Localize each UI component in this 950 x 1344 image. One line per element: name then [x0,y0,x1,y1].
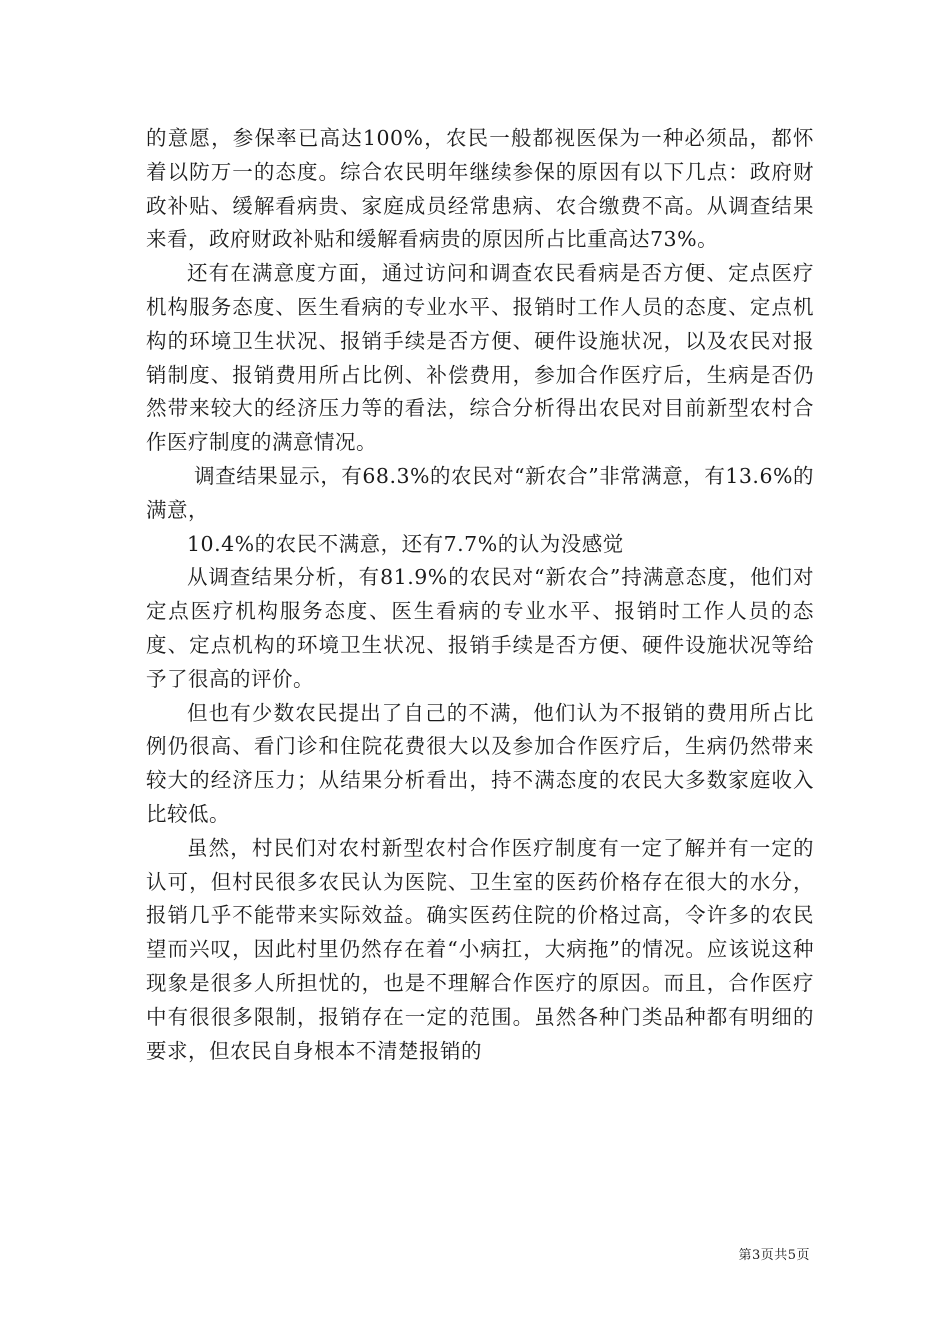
paragraph-price-concerns: 虽然，村民们对农村新型农村合作医疗制度有一定了解并有一定的认可，但村民很多农民认为医院、卫生室的医药价格存在很大的水分，报销几乎不能带来实际效益。确实医药住院的价格过高，令许多的农民望而兴叹，因此村里仍然存在着“小病扛，大病拖”的情况。应该说这种现象是很多人所担忧的，也是不理解合作医疗的原因。而且，合作医疗中有很很多限制，报销存在一定的范围。虽然各种门类品种都有明细的要求，但农民自身根本不清楚报销的 [146,835,814,1063]
paragraph-satisfied-analysis: 从调查结果分析，有81.9%的农民对“新农合”持满意态度，他们对定点医疗机构服务态度、医生看病的专业水平、报销时工作人员的态度、定点机构的环境卫生状况、报销手续是否方便、硬件设施状况等给予了很高的评价。 [146,565,814,691]
paragraph-survey-results: 调查结果显示，有68.3%的农民对“新农合”非常满意，有13.6%的满意， [146,463,814,522]
paragraph-satisfaction-method: 还有在满意度方面，通过访问和调查农民看病是否方便、定点医疗机构服务态度、医生看病的专业水平、报销时工作人员的态度、定点机构的环境卫生状况、报销手续是否方便、硬件设施状况，以及农民对报销制度、报销费用所占比例、补偿费用，参加合作医疗后，生病是否仍然带来较大的经济压力等的看法，综合分析得出农民对目前新型农村合作医疗制度的满意情况。 [146,261,814,455]
document-body [146,122,814,1068]
paragraph-dissatisfaction: 但也有少数农民提出了自己的不满，他们认为不报销的费用所占比例仍很高、看门诊和住院花费很大以及参加合作医疗后，生病仍然带来较大的经济压力；从结果分析看出，持不满态度的农民大多数家庭收入比较低。 [146,700,814,826]
paragraph-participation-reasons: 的意愿，参保率已高达100%，农民一般都视医保为一种必须品，都怀着以防万一的态度。综合农民明年继续参保的原因有以下几点：政府财政补贴、缓解看病贵、家庭成员经常患病、农合缴费不高。从调查结果来看，政府财政补贴和缓解看病贵的原因所占比重高达73%。 [146,126,814,252]
paragraph-dissatisfied-rate: 10.4%的农民不满意，还有7.7%的认为没感觉 [187,531,624,556]
page-number: 第3页共5页 [738,1248,810,1263]
